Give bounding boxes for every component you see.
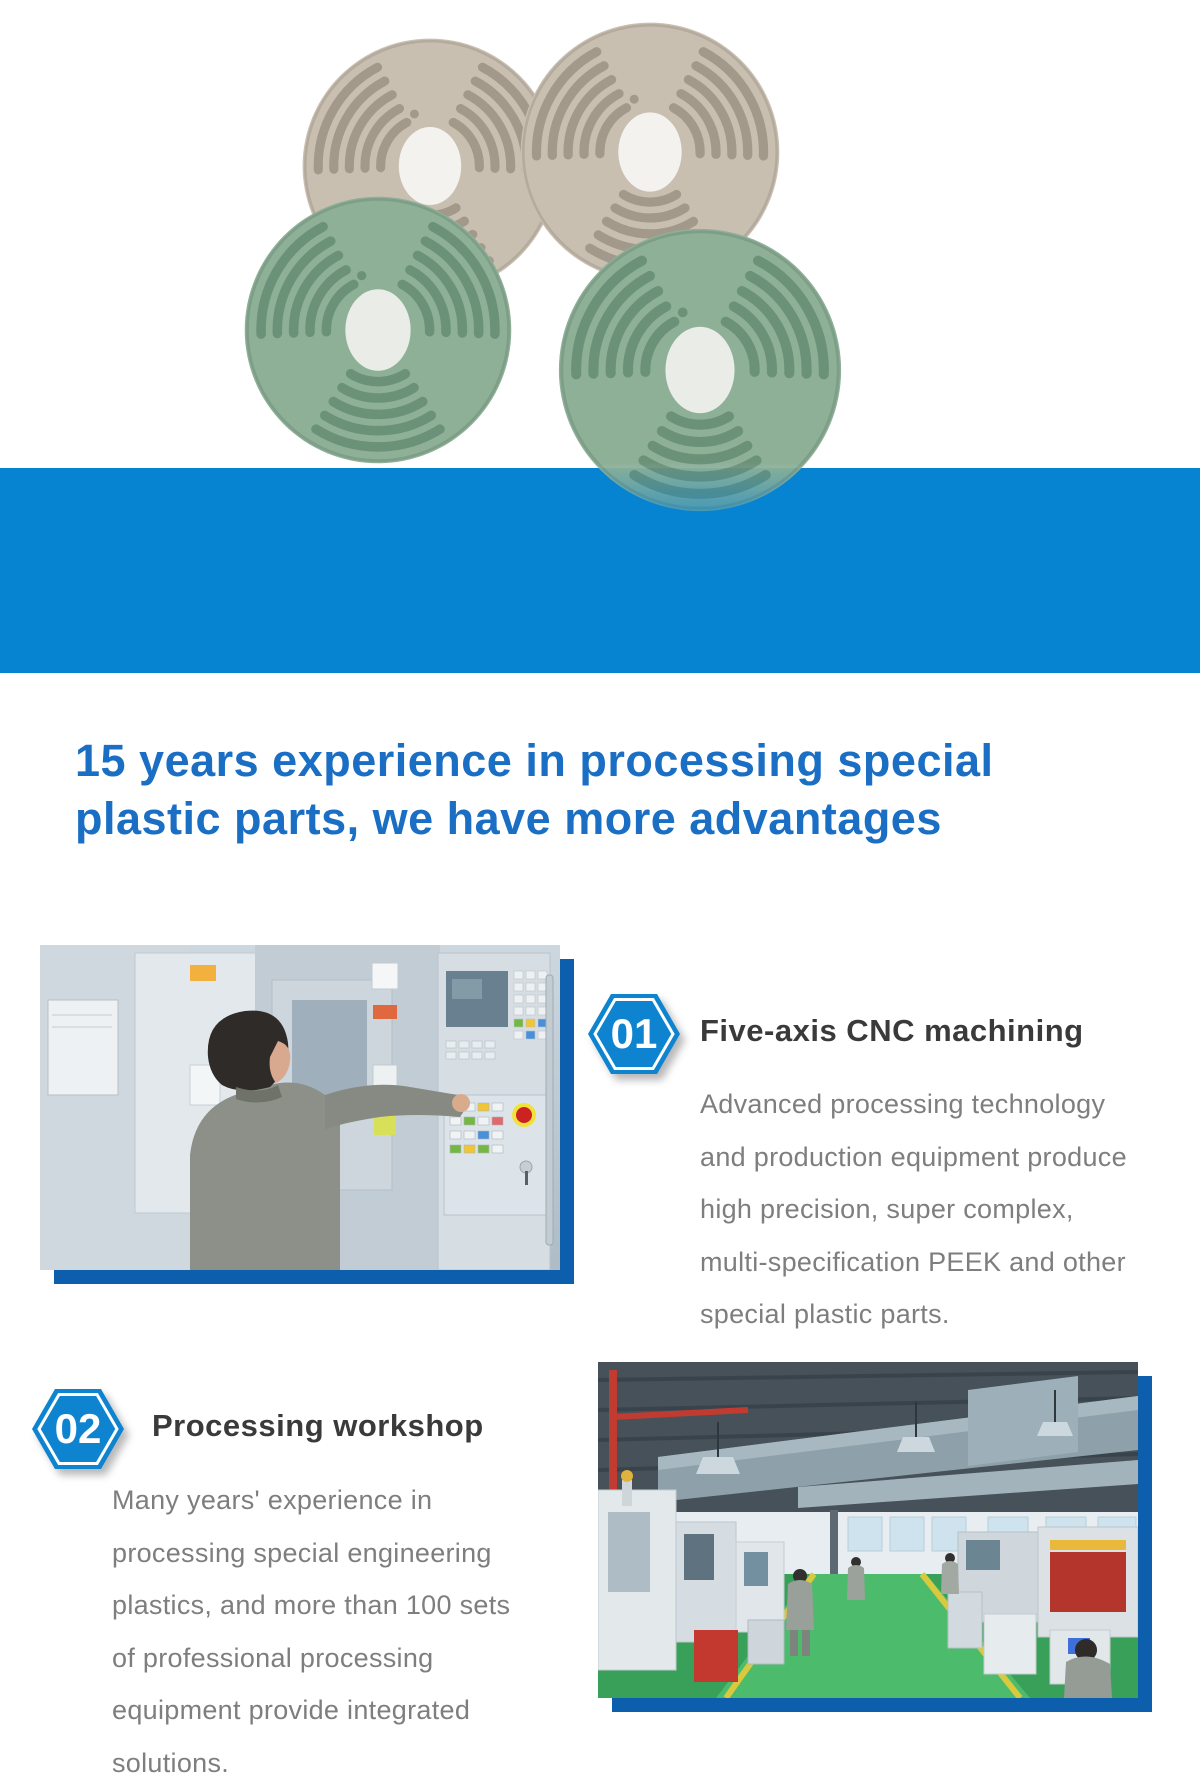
- feature-02-number: 02: [55, 1405, 102, 1452]
- text-line: Advanced processing technology: [700, 1078, 1190, 1131]
- valve-plate-green-left: [242, 194, 514, 466]
- feature-01-description: [700, 1078, 1190, 1341]
- text-line: of professional processing: [112, 1632, 612, 1685]
- feature-01-number: 01: [611, 1010, 658, 1057]
- intro-heading-line2: plastic parts, we have more advantages: [75, 790, 1125, 848]
- feature-01-title: Five-axis CNC machining: [700, 1013, 1084, 1049]
- intro-heading-line1: 15 years experience in processing special: [75, 732, 1125, 790]
- text-line: special plastic parts.: [700, 1288, 1190, 1341]
- cnc-operator-photo: [40, 945, 560, 1270]
- text-line: equipment provide integrated: [112, 1684, 612, 1737]
- valve-plates-hero-image: [0, 0, 1200, 562]
- valve-plate-green-right: [556, 226, 844, 514]
- intro-heading: [75, 732, 1125, 848]
- feature-02-title: Processing workshop: [152, 1408, 484, 1444]
- feature-02-description: [112, 1474, 612, 1789]
- feature-01-hexagon-badge: [586, 986, 682, 1082]
- text-line: solutions.: [112, 1737, 612, 1789]
- text-line: and production equipment produce: [700, 1131, 1190, 1184]
- text-line: processing special engineering: [112, 1527, 612, 1580]
- workshop-photo: [598, 1362, 1138, 1698]
- text-line: Many years' experience in: [112, 1474, 612, 1527]
- feature-02-hexagon-badge: [30, 1381, 126, 1477]
- text-line: high precision, super complex,: [700, 1183, 1190, 1236]
- text-line: plastics, and more than 100 sets: [112, 1579, 612, 1632]
- text-line: multi-specification PEEK and other: [700, 1236, 1190, 1289]
